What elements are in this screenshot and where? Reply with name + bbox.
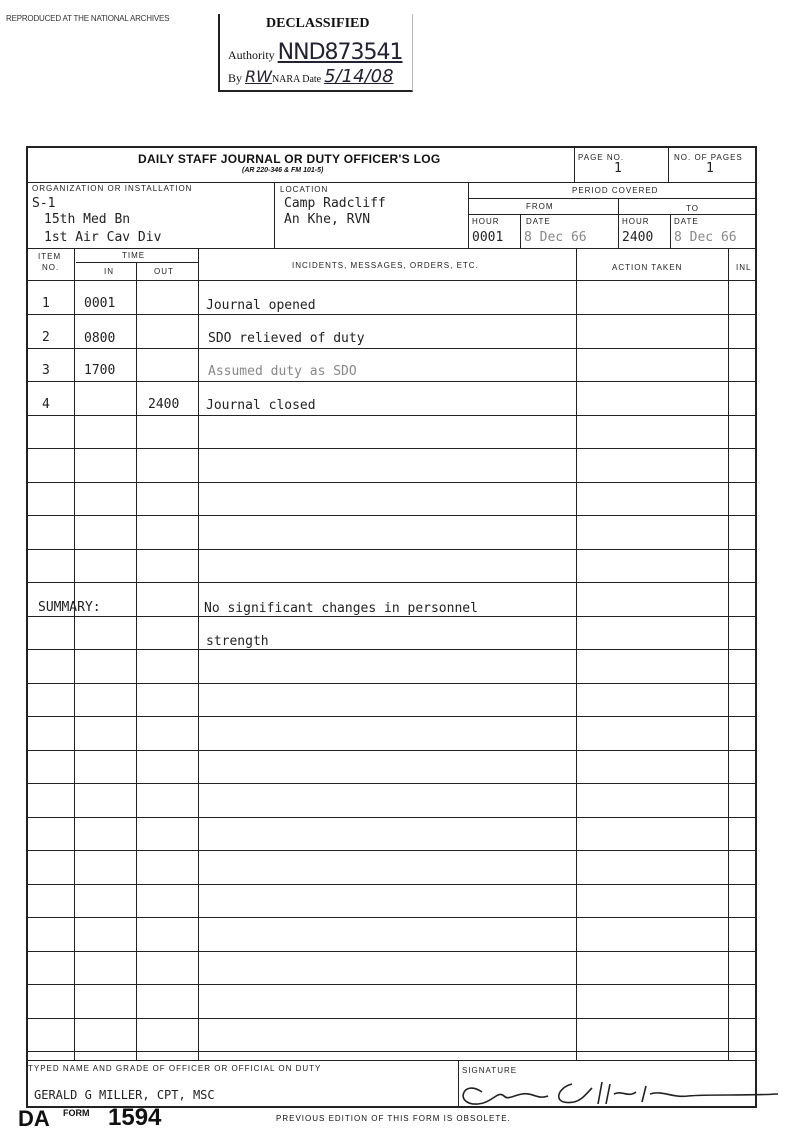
stamp-date-value: 5/14/08 [324, 66, 394, 87]
to-label: TO [686, 204, 699, 213]
entry-2-text: SDO relieved of duty [208, 331, 365, 346]
typed-name-label: TYPED NAME AND GRADE OF OFFICER OR OFFICIAL ON DUTY [28, 1064, 322, 1073]
entry-3-text: Assumed duty as SDO [208, 364, 357, 379]
row-line [28, 649, 755, 650]
col-time-label: TIME [122, 251, 146, 260]
entry-3-in: 1700 [84, 363, 116, 378]
row-line [28, 482, 755, 483]
to-date-value: 8 Dec 66 [674, 230, 737, 245]
entry-4-text: Journal closed [206, 398, 316, 413]
row-line [28, 716, 755, 717]
org-line-3: 1st Air Cav Div [44, 230, 162, 245]
org-label: ORGANIZATION OR INSTALLATION [32, 184, 193, 193]
location-label: LOCATION [280, 185, 329, 194]
col-action-label: ACTION TAKEN [612, 263, 683, 272]
col-inl-label: INL [736, 263, 752, 272]
row-line [28, 348, 755, 349]
stamp-by-value: RW [245, 67, 272, 86]
entry-2-in: 0800 [84, 331, 116, 346]
col-item-label: ITEM [38, 252, 62, 261]
stamp-authority [228, 40, 403, 65]
row-line [28, 984, 755, 985]
page-no-value: 1 [614, 161, 622, 176]
period-label: PERIOD COVERED [572, 186, 659, 195]
org-line-2: 15th Med Bn [44, 212, 131, 227]
entry-3-item: 3 [42, 363, 50, 378]
col-out-label: OUT [154, 267, 174, 276]
stamp-title: DECLASSIFIED [266, 16, 370, 31]
entry-1-text: Journal opened [206, 298, 316, 313]
to-hour-value: 2400 [622, 230, 654, 245]
form-word: FORM [63, 1108, 90, 1118]
entry-2-item: 2 [42, 330, 50, 345]
row-line [28, 917, 755, 918]
row-line [28, 750, 755, 751]
row-line [28, 549, 755, 550]
journal-form [26, 146, 757, 1108]
row-line [28, 616, 755, 617]
row-line [28, 1051, 755, 1052]
row-line [28, 448, 755, 449]
stamp-authority-value: NND873541 [277, 40, 403, 65]
row-line [28, 850, 755, 851]
no-pages-label: NO. OF PAGES [674, 153, 743, 162]
page-no-label: PAGE NO. [578, 153, 625, 162]
row-line [28, 783, 755, 784]
row-line [28, 884, 755, 885]
da-label: DA [18, 1106, 50, 1131]
row-line [28, 415, 755, 416]
stamp-authority-label: Authority [228, 48, 275, 62]
location-line-2: An Khe, RVN [284, 212, 371, 227]
col-item-label-2: NO. [42, 263, 60, 272]
entry-4-item: 4 [42, 397, 50, 412]
from-date-value: 8 Dec 66 [524, 230, 587, 245]
to-hour-label: HOUR [622, 217, 650, 226]
summary-line-2: strength [206, 634, 269, 649]
summary-label: SUMMARY: [38, 600, 101, 615]
entry-1-in: 0001 [84, 296, 116, 311]
col-incidents-label: INCIDENTS, MESSAGES, ORDERS, ETC. [292, 261, 479, 270]
row-line [28, 683, 755, 684]
col-in-label: IN [104, 267, 114, 276]
from-hour-label: HOUR [472, 217, 500, 226]
summary-line-1: No significant changes in personnel [204, 601, 478, 616]
stamp-by [228, 66, 394, 87]
location-line-1: Camp Radcliff [284, 196, 386, 211]
entry-4-out: 2400 [148, 397, 180, 412]
row-line [28, 817, 755, 818]
signature-label: SIGNATURE [462, 1066, 518, 1075]
row-line [28, 951, 755, 952]
row-line [28, 515, 755, 516]
row-line [28, 1018, 755, 1019]
org-line-1: S-1 [32, 196, 56, 211]
signature-mark [452, 1070, 782, 1110]
reproduced-notice: REPRODUCED AT THE NATIONAL ARCHIVES [6, 14, 170, 23]
no-pages-value: 1 [706, 161, 714, 176]
from-hour-value: 0001 [472, 230, 504, 245]
declassified-stamp [218, 14, 413, 92]
from-label: FROM [526, 202, 554, 211]
form-number: 1594 [108, 1104, 162, 1131]
from-date-label: DATE [526, 217, 551, 226]
form-title: DAILY STAFF JOURNAL OR DUTY OFFICER'S LOG [138, 152, 441, 166]
row-line [28, 314, 755, 315]
row-line [28, 381, 755, 382]
entry-1-item: 1 [42, 296, 50, 311]
typed-name-value: GERALD G MILLER, CPT, MSC [34, 1088, 215, 1102]
to-date-label: DATE [674, 217, 699, 226]
form-subtitle: (AR 220-346 & FM 101-5) [242, 167, 324, 174]
stamp-by-label: By [228, 71, 243, 85]
stamp-nara-label: NARA Date [271, 74, 322, 85]
row-line [28, 582, 755, 583]
previous-edition-note: PREVIOUS EDITION OF THIS FORM IS OBSOLETE. [276, 1114, 511, 1123]
